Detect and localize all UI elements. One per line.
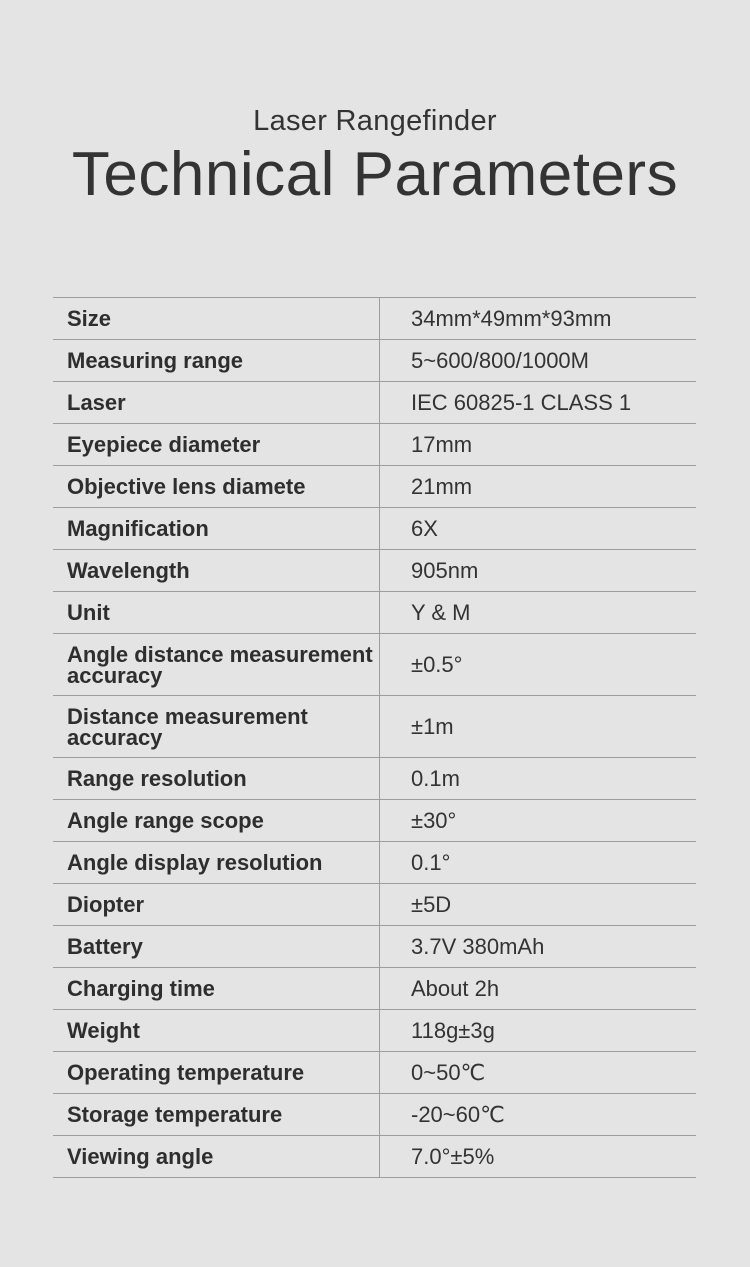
spec-label: Angle display resolution bbox=[53, 842, 380, 883]
spec-label: Diopter bbox=[53, 884, 380, 925]
table-row bbox=[53, 968, 696, 1010]
spec-label: Measuring range bbox=[53, 340, 380, 381]
table-row bbox=[53, 926, 696, 968]
table-row bbox=[53, 508, 696, 550]
spec-value: 0~50℃ bbox=[411, 1060, 486, 1085]
table-row bbox=[53, 382, 696, 424]
table-row bbox=[53, 298, 696, 340]
table-row bbox=[53, 696, 696, 758]
spec-label: Size bbox=[53, 298, 380, 339]
spec-value: 17mm bbox=[411, 432, 473, 457]
table-row bbox=[53, 634, 696, 696]
spec-label: Operating temperature bbox=[53, 1052, 380, 1093]
table-row bbox=[53, 1010, 696, 1052]
table-row bbox=[53, 884, 696, 926]
table-row bbox=[53, 842, 696, 884]
spec-label: Magnification bbox=[53, 508, 380, 549]
spec-label: Charging time bbox=[53, 968, 380, 1009]
spec-label: Eyepiece diameter bbox=[53, 424, 380, 465]
spec-value: ±30° bbox=[411, 808, 457, 833]
spec-value: 0.1° bbox=[411, 850, 451, 875]
spec-label: Range resolution bbox=[53, 758, 380, 799]
spec-value: 3.7V 380mAh bbox=[411, 934, 545, 959]
spec-label: Storage temperature bbox=[53, 1094, 380, 1135]
spec-value: ±0.5° bbox=[411, 652, 463, 677]
page-title: Technical Parameters bbox=[71, 140, 679, 209]
spec-value: ±1m bbox=[411, 714, 454, 739]
spec-label: Distance measurement accuracy bbox=[53, 696, 380, 757]
spec-label: Laser bbox=[53, 382, 380, 423]
spec-label: Unit bbox=[53, 592, 380, 633]
spec-label: Battery bbox=[53, 926, 380, 967]
spec-value: 21mm bbox=[411, 474, 473, 499]
spec-label: Wavelength bbox=[53, 550, 380, 591]
page-subtitle: Laser Rangefinder bbox=[253, 105, 497, 137]
table-row bbox=[53, 340, 696, 382]
table-row bbox=[53, 1136, 696, 1178]
table-row bbox=[53, 550, 696, 592]
spec-value: 5~600/800/1000M bbox=[411, 348, 589, 373]
table-row bbox=[53, 1052, 696, 1094]
table-row bbox=[53, 424, 696, 466]
spec-value: 905nm bbox=[411, 558, 479, 583]
spec-value: IEC 60825-1 CLASS 1 bbox=[411, 390, 632, 415]
spec-value: 6X bbox=[411, 516, 438, 541]
spec-label: Weight bbox=[53, 1010, 380, 1051]
table-row bbox=[53, 800, 696, 842]
spec-label: Viewing angle bbox=[53, 1136, 380, 1177]
spec-value: 0.1m bbox=[411, 766, 460, 791]
table-row bbox=[53, 1094, 696, 1136]
spec-value: 7.0°±5% bbox=[411, 1144, 495, 1169]
spec-label: Angle distance measurement accuracy bbox=[53, 634, 380, 695]
spec-value: ±5D bbox=[411, 892, 452, 917]
spec-value: About 2h bbox=[411, 976, 500, 1001]
table-row bbox=[53, 592, 696, 634]
table-row bbox=[53, 758, 696, 800]
spec-label: Angle range scope bbox=[53, 800, 380, 841]
table-row bbox=[53, 466, 696, 508]
spec-value: -20~60℃ bbox=[411, 1102, 505, 1127]
spec-label: Objective lens diamete bbox=[53, 466, 380, 507]
spec-value: 34mm*49mm*93mm bbox=[411, 306, 612, 331]
spec-value: 118g±3g bbox=[411, 1018, 495, 1043]
spec-value: Y & M bbox=[411, 600, 471, 625]
spec-table bbox=[53, 297, 696, 1178]
